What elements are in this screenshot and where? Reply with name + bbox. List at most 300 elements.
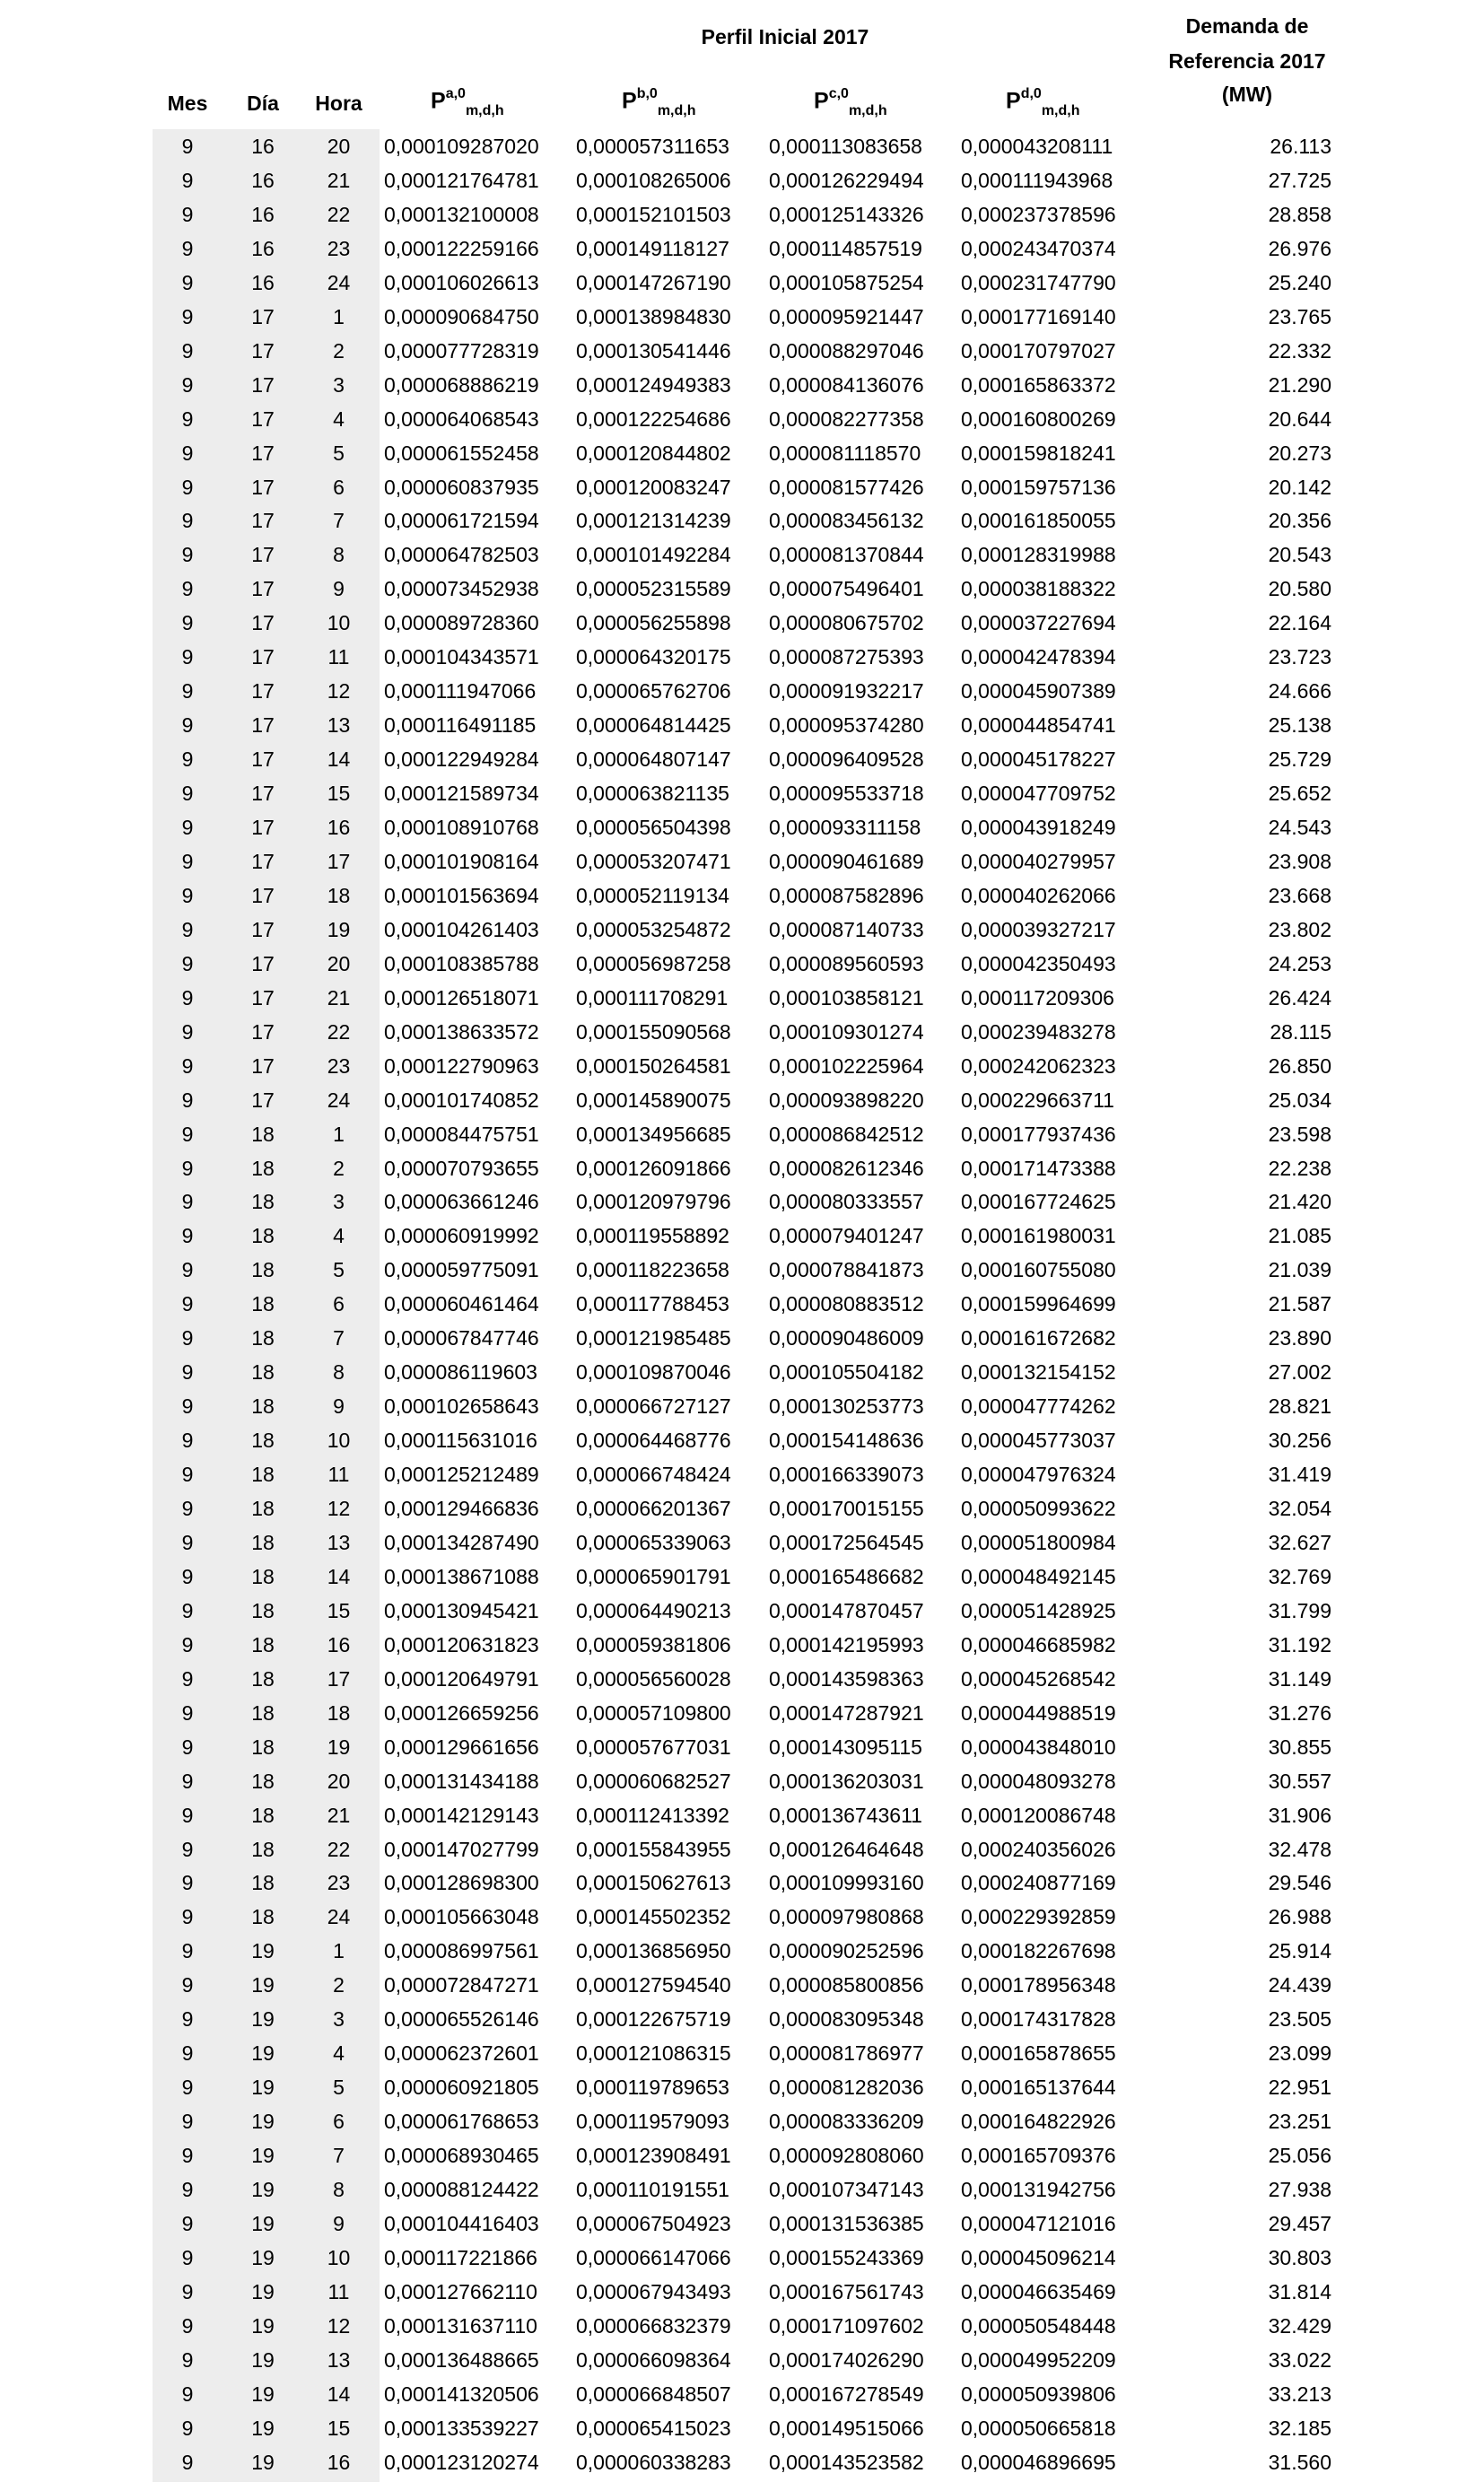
pa-cell: 0,000126659256 [384, 1700, 539, 1725]
mes-cell: 9 [181, 1394, 194, 1419]
pb-cell: 0,000059381806 [576, 1632, 731, 1656]
table-row [0, 2036, 1484, 2070]
pa-cell: 0,000062372601 [384, 2041, 539, 2066]
table-row [0, 2411, 1484, 2445]
pa-cell: 0,000133539227 [384, 2416, 539, 2440]
dia-cell: 18 [251, 1632, 275, 1656]
pc-cell: 0,000090252596 [769, 1939, 924, 1963]
table-row [0, 1628, 1484, 1662]
pa-cell: 0,000127662110 [384, 2279, 537, 2303]
pb-cell: 0,000122675719 [576, 2007, 731, 2032]
pc-cell: 0,000174026290 [769, 2347, 924, 2372]
pc-cell: 0,000092808060 [769, 2144, 924, 2168]
mes-cell: 9 [181, 475, 194, 499]
pc-cell: 0,000085800856 [769, 1973, 924, 1997]
demanda-cell: 29.457 [1268, 2211, 1331, 2235]
pc-cell: 0,000165486682 [769, 1564, 924, 1588]
pc-cell: 0,000081577426 [769, 475, 924, 499]
table-row [0, 470, 1484, 504]
pd-cell: 0,000042478394 [961, 645, 1116, 669]
dia-cell: 18 [251, 1190, 275, 1214]
dia-cell: 19 [251, 2279, 275, 2303]
table-row [0, 1934, 1484, 1968]
table-row [0, 2275, 1484, 2309]
hora-cell: 15 [327, 782, 351, 806]
pb-cell: 0,000127594540 [576, 1973, 731, 1997]
dia-cell: 17 [251, 372, 275, 397]
pd-cell: 0,000240877169 [961, 1871, 1116, 1895]
pc-cell: 0,000081370844 [769, 543, 924, 567]
table-row [0, 1866, 1484, 1900]
pb-cell: 0,000121086315 [576, 2041, 731, 2066]
dia-cell: 19 [251, 1973, 275, 1997]
dia-cell: 16 [251, 135, 275, 158]
pb-cell: 0,000118223658 [576, 1258, 729, 1282]
dia-cell: 18 [251, 1769, 275, 1793]
table-row [0, 1525, 1484, 1560]
dia-cell: 16 [251, 168, 275, 192]
pa-cell: 0,000132100008 [384, 202, 539, 226]
table-row [0, 1798, 1484, 1832]
mes-cell: 9 [181, 1497, 194, 1520]
mes-cell: 9 [181, 1429, 194, 1453]
pc-cell: 0,000089560593 [769, 951, 924, 975]
hora-cell: 6 [333, 2110, 345, 2134]
pd-cell: 0,000159964699 [961, 1292, 1116, 1316]
dia-cell: 17 [251, 816, 275, 839]
mes-cell: 9 [181, 1530, 194, 1554]
dia-cell: 18 [251, 1394, 275, 1419]
hora-cell: 20 [327, 135, 351, 158]
table-row [0, 606, 1484, 640]
mes-cell: 9 [181, 406, 194, 431]
demanda-cell: 23.723 [1268, 645, 1331, 669]
mes-cell: 9 [181, 1019, 194, 1044]
demanda-cell: 22.238 [1268, 1156, 1331, 1180]
pb-cell: 0,000120083247 [576, 475, 731, 499]
dia-cell: 17 [251, 1019, 275, 1044]
pa-cell: 0,000106026613 [384, 270, 539, 294]
dia-cell: 17 [251, 577, 275, 601]
pb-cell: 0,000150264581 [576, 1053, 731, 1078]
dia-cell: 18 [251, 1360, 275, 1385]
pd-cell: 0,000165709376 [961, 2144, 1116, 2168]
table-row [0, 266, 1484, 300]
pa-cell: 0,000060837935 [384, 475, 539, 499]
pb-cell: 0,000134956685 [576, 1122, 731, 1146]
pd-cell: 0,000231747790 [961, 270, 1116, 294]
pa-cell: 0,000077728319 [384, 338, 539, 363]
table-row [0, 2070, 1484, 2104]
pb-cell: 0,000065762706 [576, 679, 731, 704]
hora-cell: 20 [327, 1769, 351, 1793]
mes-cell: 9 [181, 1700, 194, 1725]
dia-cell: 17 [251, 304, 275, 328]
hora-cell: 2 [333, 338, 345, 363]
pa-cell: 0,000147027799 [384, 1837, 539, 1861]
hora-cell: 13 [327, 2347, 351, 2372]
dia-cell: 17 [251, 338, 275, 363]
pb-cell: 0,000150627613 [576, 1871, 731, 1895]
pb-cell: 0,000067504923 [576, 2211, 731, 2235]
pc-cell: 0,000149515066 [769, 2416, 924, 2440]
pc-cell: 0,000084136076 [769, 372, 924, 397]
dia-cell: 18 [251, 1497, 275, 1520]
table-header [0, 0, 1484, 129]
hora-cell: 8 [333, 2178, 345, 2201]
pd-cell: 0,000045096214 [961, 2245, 1116, 2269]
pa-cell: 0,000101563694 [384, 883, 539, 907]
demanda-cell: 24.439 [1268, 1973, 1331, 1997]
pb-cell: 0,000119789653 [576, 2076, 729, 2100]
mes-cell: 9 [181, 1803, 194, 1827]
pb-cell: 0,000145890075 [576, 1088, 731, 1112]
pd-cell: 0,000171473388 [961, 1156, 1116, 1180]
hora-cell: 19 [327, 917, 351, 941]
mes-cell: 9 [181, 1360, 194, 1385]
header-pd-sup: d,0 [1020, 86, 1042, 101]
pc-cell: 0,000107347143 [769, 2178, 924, 2201]
pa-cell: 0,000117221866 [384, 2245, 537, 2269]
table-row [0, 2172, 1484, 2207]
dia-cell: 19 [251, 2313, 275, 2338]
hora-cell: 7 [333, 2144, 345, 2168]
header-pc-sub: m,d,h [848, 103, 887, 119]
header-demanda-line-3: (MW) [1221, 83, 1273, 106]
table-row [0, 1287, 1484, 1321]
pb-cell: 0,000121985485 [576, 1326, 731, 1350]
demanda-cell: 23.765 [1268, 304, 1331, 328]
pd-cell: 0,000167724625 [961, 1190, 1116, 1214]
mes-cell: 9 [181, 1837, 194, 1861]
dia-cell: 17 [251, 406, 275, 431]
pb-cell: 0,000119558892 [576, 1224, 729, 1248]
hora-cell: 6 [333, 475, 345, 499]
pb-cell: 0,000056255898 [576, 611, 731, 635]
pa-cell: 0,000068886219 [384, 372, 539, 397]
pd-cell: 0,000043208111 [961, 135, 1113, 158]
pc-cell: 0,000109301274 [769, 1019, 924, 1044]
dia-cell: 19 [251, 2347, 275, 2372]
mes-cell: 9 [181, 1939, 194, 1963]
mes-cell: 9 [181, 1735, 194, 1759]
pd-cell: 0,000117209306 [961, 985, 1114, 1010]
pa-cell: 0,000061721594 [384, 509, 539, 533]
pd-cell: 0,000161850055 [961, 509, 1116, 533]
pc-cell: 0,000078841873 [769, 1258, 924, 1282]
pd-cell: 0,000159818241 [961, 441, 1116, 465]
dia-cell: 17 [251, 475, 275, 499]
pb-cell: 0,000130541446 [576, 338, 731, 363]
table-row [0, 1321, 1484, 1355]
pb-cell: 0,000063821135 [576, 782, 729, 806]
mes-cell: 9 [181, 2450, 194, 2474]
pb-cell: 0,000136856950 [576, 1939, 731, 1963]
pa-cell: 0,000061768653 [384, 2110, 539, 2134]
mes-cell: 9 [181, 2041, 194, 2066]
table-row [0, 2207, 1484, 2241]
table-row [0, 981, 1484, 1015]
pa-cell: 0,000060919992 [384, 1224, 539, 1248]
pa-cell: 0,000120631823 [384, 1632, 539, 1656]
dia-cell: 17 [251, 883, 275, 907]
pb-cell: 0,000064807147 [576, 747, 731, 772]
pb-cell: 0,000056560028 [576, 1666, 731, 1691]
dia-cell: 17 [251, 917, 275, 941]
demanda-cell: 23.251 [1268, 2110, 1331, 2134]
pc-cell: 0,000166339073 [769, 1463, 924, 1487]
demanda-cell: 23.908 [1268, 849, 1331, 873]
pb-cell: 0,000119579093 [576, 2110, 729, 2134]
hora-cell: 14 [327, 1564, 351, 1588]
pd-cell: 0,000243470374 [961, 236, 1116, 260]
pa-cell: 0,000138671088 [384, 1564, 539, 1588]
hora-cell: 18 [327, 883, 351, 907]
mes-cell: 9 [181, 338, 194, 363]
pa-cell: 0,000125212489 [384, 1463, 539, 1487]
demanda-cell: 27.002 [1268, 1360, 1331, 1385]
pa-cell: 0,000090684750 [384, 304, 539, 328]
pa-cell: 0,000115631016 [384, 1429, 537, 1453]
pa-cell: 0,000101740852 [384, 1088, 539, 1112]
pb-cell: 0,000122254686 [576, 406, 731, 431]
pc-cell: 0,000154148636 [769, 1429, 924, 1453]
pd-cell: 0,000170797027 [961, 338, 1116, 363]
mes-cell: 9 [181, 1632, 194, 1656]
pc-cell: 0,000170015155 [769, 1497, 924, 1520]
pb-cell: 0,000057677031 [576, 1735, 731, 1759]
header-hora: Hora [315, 92, 362, 115]
mes-cell: 9 [181, 372, 194, 397]
hora-cell: 7 [333, 509, 345, 533]
mes-cell: 9 [181, 1156, 194, 1180]
table-row [0, 503, 1484, 538]
pc-cell: 0,000126229494 [769, 168, 924, 192]
pd-cell: 0,000237378596 [961, 202, 1116, 226]
demanda-cell: 32.478 [1268, 1837, 1331, 1861]
table-row [0, 232, 1484, 266]
mes-cell: 9 [181, 1564, 194, 1588]
table-row [0, 1764, 1484, 1798]
pd-cell: 0,000161980031 [961, 1224, 1116, 1248]
pa-cell: 0,000130945421 [384, 1598, 539, 1622]
pc-cell: 0,000095533718 [769, 782, 924, 806]
header-pc [814, 88, 887, 118]
hora-cell: 17 [327, 849, 351, 873]
table-row [0, 947, 1484, 981]
table-row [0, 1389, 1484, 1423]
dia-cell: 17 [251, 543, 275, 567]
table-row [0, 878, 1484, 913]
table-row [0, 1083, 1484, 1117]
table-row [0, 2138, 1484, 2172]
dia-cell: 18 [251, 1429, 275, 1453]
hora-cell: 9 [333, 2211, 345, 2235]
pd-cell: 0,000049952209 [961, 2347, 1116, 2372]
pa-cell: 0,000060921805 [384, 2076, 539, 2100]
pa-cell: 0,000123120274 [384, 2450, 539, 2474]
pb-cell: 0,000147267190 [576, 270, 731, 294]
table-row [0, 708, 1484, 742]
table-row [0, 300, 1484, 334]
pc-cell: 0,000080333557 [769, 1190, 924, 1214]
pb-cell: 0,000120844802 [576, 441, 731, 465]
pd-cell: 0,000120086748 [961, 1803, 1116, 1827]
dia-cell: 18 [251, 1156, 275, 1180]
pc-cell: 0,000081282036 [769, 2076, 924, 2100]
table-row [0, 2377, 1484, 2411]
pd-cell: 0,000242062323 [961, 1053, 1116, 1078]
pd-cell: 0,000050993622 [961, 1497, 1116, 1520]
pd-cell: 0,000051428925 [961, 1598, 1116, 1622]
dia-cell: 19 [251, 2416, 275, 2440]
table-row [0, 1015, 1484, 1049]
dia-cell: 18 [251, 1326, 275, 1350]
hora-cell: 18 [327, 1700, 351, 1725]
demanda-cell: 25.138 [1268, 713, 1331, 738]
table-row [0, 640, 1484, 674]
pb-cell: 0,000066748424 [576, 1463, 731, 1487]
table-row [0, 674, 1484, 708]
mes-cell: 9 [181, 270, 194, 294]
pc-cell: 0,000142195993 [769, 1632, 924, 1656]
header-pa [431, 88, 504, 118]
pb-cell: 0,000052315589 [576, 577, 731, 601]
table-row [0, 2104, 1484, 2138]
mes-cell: 9 [181, 816, 194, 839]
pd-cell: 0,000160800269 [961, 406, 1116, 431]
demanda-cell: 26.850 [1268, 1053, 1331, 1078]
dia-cell: 18 [251, 1122, 275, 1146]
demanda-cell: 21.420 [1268, 1190, 1331, 1214]
pd-cell: 0,000050939806 [961, 2382, 1116, 2406]
mes-cell: 9 [181, 577, 194, 601]
mes-cell: 9 [181, 2313, 194, 2338]
table-row [0, 1457, 1484, 1491]
mes-cell: 9 [181, 645, 194, 669]
dia-cell: 19 [251, 1939, 275, 1963]
dia-cell: 19 [251, 2450, 275, 2474]
demanda-cell: 31.276 [1268, 1700, 1331, 1725]
table-row [0, 1696, 1484, 1730]
pd-cell: 0,000044988519 [961, 1700, 1116, 1725]
header-pc-sup: c,0 [828, 86, 849, 101]
pc-cell: 0,000130253773 [769, 1394, 924, 1419]
pa-cell: 0,000059775091 [384, 1258, 539, 1282]
demanda-cell: 28.821 [1268, 1394, 1331, 1419]
dia-cell: 19 [251, 2178, 275, 2201]
pd-cell: 0,000047709752 [961, 782, 1116, 806]
table-row [0, 1968, 1484, 2002]
pc-cell: 0,000136743611 [769, 1803, 922, 1827]
pb-cell: 0,000060338283 [576, 2450, 731, 2474]
header-pd [1006, 88, 1079, 118]
pb-cell: 0,000112413392 [576, 1803, 729, 1827]
pb-cell: 0,000145502352 [576, 1905, 731, 1929]
group-header-perfil-inicial: Perfil Inicial 2017 [701, 25, 869, 48]
hora-cell: 14 [327, 747, 351, 772]
demanda-cell: 21.085 [1268, 1224, 1331, 1248]
dia-cell: 18 [251, 1598, 275, 1622]
hora-cell: 9 [333, 577, 345, 601]
demanda-cell: 25.729 [1268, 747, 1331, 772]
hora-cell: 7 [333, 1326, 345, 1350]
demanda-cell: 32.429 [1268, 2313, 1331, 2338]
mes-cell: 9 [181, 1292, 194, 1316]
mes-cell: 9 [181, 543, 194, 567]
demanda-cell: 25.034 [1268, 1088, 1331, 1112]
pa-cell: 0,000116491185 [384, 713, 537, 738]
demanda-cell: 33.213 [1268, 2382, 1331, 2406]
header-pd-base: P [1006, 88, 1021, 114]
pc-cell: 0,000090486009 [769, 1326, 924, 1350]
mes-cell: 9 [181, 1258, 194, 1282]
pb-cell: 0,000066147066 [576, 2245, 731, 2269]
dia-cell: 19 [251, 2382, 275, 2406]
dia-cell: 18 [251, 1735, 275, 1759]
pc-cell: 0,000091932217 [769, 679, 924, 704]
mes-cell: 9 [181, 2110, 194, 2134]
demanda-cell: 21.039 [1268, 1258, 1331, 1282]
pb-cell: 0,000152101503 [576, 202, 731, 226]
dia-cell: 17 [251, 1053, 275, 1078]
pa-cell: 0,000060461464 [384, 1292, 539, 1316]
pd-cell: 0,000165878655 [961, 2041, 1116, 2066]
pa-cell: 0,000131434188 [384, 1769, 539, 1793]
pa-cell: 0,000141320506 [384, 2382, 539, 2406]
pd-cell: 0,000239483278 [961, 1019, 1116, 1044]
header-mes: Mes [167, 92, 208, 115]
mes-cell: 9 [181, 951, 194, 975]
header-dia: Día [247, 92, 279, 115]
pc-cell: 0,000093311158 [769, 816, 921, 839]
pc-cell: 0,000081118570 [769, 441, 921, 465]
pc-cell: 0,000083336209 [769, 2110, 924, 2134]
pd-cell: 0,000040262066 [961, 883, 1116, 907]
demanda-cell: 27.938 [1268, 2178, 1331, 2201]
mes-cell: 9 [181, 135, 194, 158]
demanda-cell: 30.557 [1268, 1769, 1331, 1793]
table-row [0, 1491, 1484, 1525]
table-row [0, 1219, 1484, 1253]
pb-cell: 0,000065415023 [576, 2416, 731, 2440]
pd-cell: 0,000182267698 [961, 1939, 1116, 1963]
pb-cell: 0,000066098364 [576, 2347, 731, 2372]
hora-cell: 8 [333, 1360, 345, 1385]
pc-cell: 0,000088297046 [769, 338, 924, 363]
pd-cell: 0,000047976324 [961, 1463, 1116, 1487]
header-pb-base: P [622, 88, 637, 114]
dia-cell: 18 [251, 1666, 275, 1691]
demanda-cell: 22.164 [1268, 611, 1331, 635]
pa-cell: 0,000142129143 [384, 1803, 539, 1827]
hora-cell: 5 [333, 2076, 345, 2100]
demanda-cell: 32.627 [1268, 1530, 1331, 1554]
pa-cell: 0,000138633572 [384, 1019, 539, 1044]
pa-cell: 0,000086119603 [384, 1360, 537, 1385]
pa-cell: 0,000120649791 [384, 1666, 539, 1691]
pd-cell: 0,000051800984 [961, 1530, 1116, 1554]
mes-cell: 9 [181, 1871, 194, 1895]
table-row [0, 1355, 1484, 1389]
hora-cell: 2 [333, 1973, 345, 1997]
pd-cell: 0,000037227694 [961, 611, 1116, 635]
pb-cell: 0,000121314239 [576, 509, 731, 533]
pc-cell: 0,000155243369 [769, 2245, 924, 2269]
table-row [0, 1560, 1484, 1594]
pa-cell: 0,000111947066 [384, 679, 537, 704]
pb-cell: 0,000065901791 [576, 1564, 731, 1588]
